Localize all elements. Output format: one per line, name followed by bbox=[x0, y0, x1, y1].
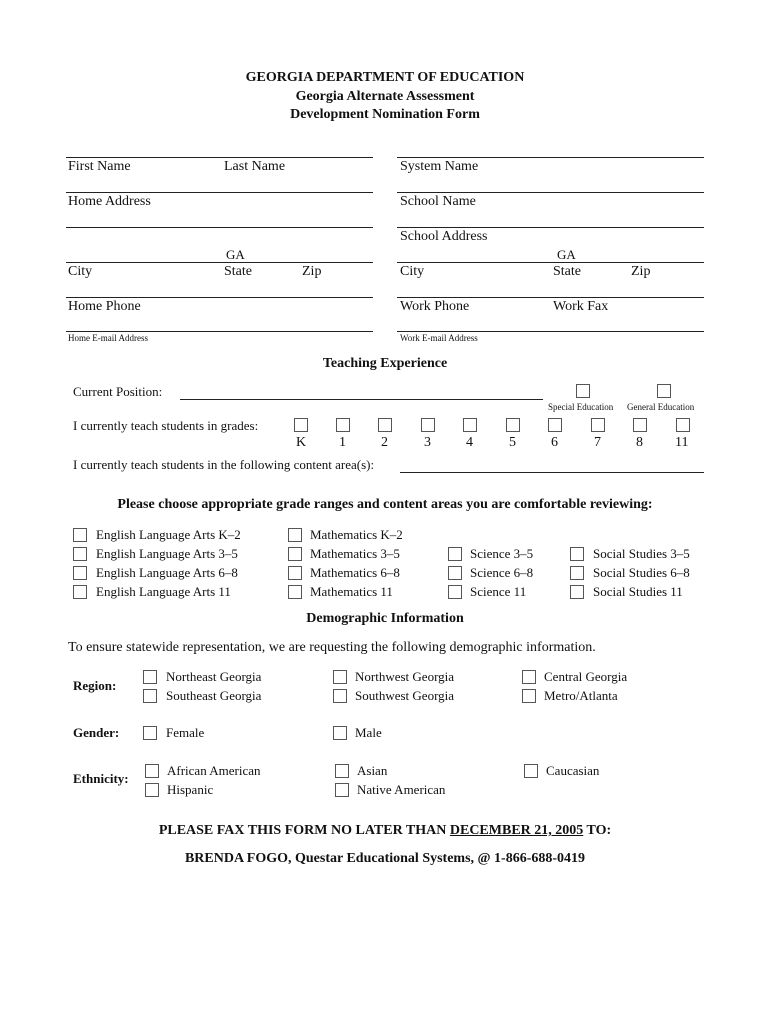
ela-6-8-label: English Language Arts 6–8 bbox=[96, 565, 238, 580]
name-top-line bbox=[66, 157, 373, 158]
gender-male-label: Male bbox=[355, 725, 382, 740]
first-name-label: First Name bbox=[68, 159, 131, 174]
social-6-8-checkbox[interactable] bbox=[570, 566, 584, 580]
fax-deadline-date: DECEMBER 21, 2005 bbox=[449, 823, 584, 838]
science-3-5-label: Science 3–5 bbox=[470, 546, 534, 561]
form-program-title: Georgia Alternate Assessment bbox=[295, 89, 475, 104]
work-phone-label: Work Phone bbox=[400, 299, 470, 314]
ethnicity-native-american-label: Native American bbox=[357, 782, 446, 797]
content-areas-label: I currently teach students in the following content area(s): bbox=[73, 457, 375, 472]
region-southwest-checkbox[interactable] bbox=[333, 689, 347, 703]
school-city-label: City bbox=[400, 264, 425, 279]
ela-3-5-checkbox[interactable] bbox=[73, 547, 87, 561]
school-address-label: School Address bbox=[400, 229, 488, 244]
science-3-5-checkbox[interactable] bbox=[448, 547, 462, 561]
school-name-label: School Name bbox=[400, 194, 476, 209]
math-6-8-checkbox[interactable] bbox=[288, 566, 302, 580]
grade-4-label: 4 bbox=[466, 435, 473, 450]
school-city-field-line[interactable] bbox=[397, 262, 704, 263]
ela-11-checkbox[interactable] bbox=[73, 585, 87, 599]
social-11-label: Social Studies 11 bbox=[593, 584, 683, 599]
work-phone-top-line[interactable] bbox=[397, 297, 704, 298]
home-phone-label: Home Phone bbox=[68, 299, 141, 314]
current-position-field-line[interactable] bbox=[180, 399, 543, 400]
grade-11-label: 11 bbox=[675, 435, 689, 450]
region-northwest-checkbox[interactable] bbox=[333, 670, 347, 684]
ethnicity-native-american-checkbox[interactable] bbox=[335, 783, 349, 797]
special-education-checkbox[interactable] bbox=[576, 384, 590, 398]
ela-3-5-label: English Language Arts 3–5 bbox=[96, 546, 238, 561]
fax-instruction bbox=[0, 823, 770, 839]
grade-k-label: K bbox=[296, 435, 307, 450]
home-address-label: Home Address bbox=[68, 194, 151, 209]
first-name-field-line[interactable] bbox=[66, 192, 373, 193]
grade-2-label: 2 bbox=[381, 435, 388, 450]
current-position-label: Current Position: bbox=[73, 384, 163, 399]
region-northeast-label: Northeast Georgia bbox=[166, 669, 262, 684]
work-fax-label: Work Fax bbox=[553, 299, 609, 314]
grades-taught-label: I currently teach students in grades: bbox=[73, 418, 259, 433]
home-state-label: State bbox=[224, 264, 252, 279]
grade-8-checkbox[interactable] bbox=[633, 418, 647, 432]
math-k2-label: Mathematics K–2 bbox=[310, 527, 403, 542]
system-top-line bbox=[397, 157, 704, 158]
grade-8-label: 8 bbox=[636, 435, 643, 450]
science-11-label: Science 11 bbox=[470, 584, 527, 599]
grade-4-checkbox[interactable] bbox=[463, 418, 477, 432]
home-phone-top-line[interactable] bbox=[66, 297, 373, 298]
home-state-prefill: GA bbox=[226, 247, 245, 262]
special-education-label: Special Education bbox=[548, 402, 614, 412]
region-northeast-checkbox[interactable] bbox=[143, 670, 157, 684]
form-agency-title: GEORGIA DEPARTMENT OF EDUCATION bbox=[245, 70, 525, 85]
system-name-label: System Name bbox=[400, 159, 479, 174]
region-southeast-label: Southeast Georgia bbox=[166, 688, 262, 703]
gender-female-label: Female bbox=[166, 725, 205, 740]
grade-2-checkbox[interactable] bbox=[378, 418, 392, 432]
reviewing-heading: Please choose appropriate grade ranges and content areas you are comfortable reviewing: bbox=[117, 497, 653, 512]
science-11-checkbox[interactable] bbox=[448, 585, 462, 599]
ethnicity-caucasian-label: Caucasian bbox=[546, 763, 600, 778]
gender-male-checkbox[interactable] bbox=[333, 726, 347, 740]
social-3-5-label: Social Studies 3–5 bbox=[593, 546, 690, 561]
ela-k2-label: English Language Arts K–2 bbox=[96, 527, 241, 542]
math-3-5-label: Mathematics 3–5 bbox=[310, 546, 400, 561]
region-metro-atlanta-label: Metro/Atlanta bbox=[544, 688, 618, 703]
content-areas-field-line[interactable] bbox=[400, 472, 704, 473]
grade-6-label: 6 bbox=[551, 435, 558, 450]
grade-6-checkbox[interactable] bbox=[548, 418, 562, 432]
school-state-prefill: GA bbox=[557, 247, 576, 262]
math-11-checkbox[interactable] bbox=[288, 585, 302, 599]
grade-11-checkbox[interactable] bbox=[676, 418, 690, 432]
ethnicity-asian-label: Asian bbox=[357, 763, 388, 778]
fax-instruction-suffix: TO: bbox=[583, 823, 612, 838]
home-email-label: Home E-mail Address bbox=[68, 333, 148, 343]
school-zip-label: Zip bbox=[631, 264, 651, 279]
grade-k-checkbox[interactable] bbox=[294, 418, 308, 432]
social-11-checkbox[interactable] bbox=[570, 585, 584, 599]
ela-11-label: English Language Arts 11 bbox=[96, 584, 231, 599]
general-education-label: General Education bbox=[627, 402, 695, 412]
grade-3-checkbox[interactable] bbox=[421, 418, 435, 432]
system-name-field-line[interactable] bbox=[397, 192, 704, 193]
home-zip-label: Zip bbox=[302, 264, 322, 279]
math-11-label: Mathematics 11 bbox=[310, 584, 393, 599]
school-name-field-line[interactable] bbox=[397, 227, 704, 228]
last-name-label: Last Name bbox=[224, 159, 286, 174]
demographic-heading: Demographic Information bbox=[306, 611, 464, 626]
ethnicity-asian-checkbox[interactable] bbox=[335, 764, 349, 778]
grade-5-checkbox[interactable] bbox=[506, 418, 520, 432]
region-central-checkbox[interactable] bbox=[522, 670, 536, 684]
region-southeast-checkbox[interactable] bbox=[143, 689, 157, 703]
math-6-8-label: Mathematics 6–8 bbox=[310, 565, 400, 580]
home-city-field-line[interactable] bbox=[66, 262, 373, 263]
region-metro-atlanta-checkbox[interactable] bbox=[522, 689, 536, 703]
ethnicity-caucasian-checkbox[interactable] bbox=[524, 764, 538, 778]
form-title: Development Nomination Form bbox=[290, 107, 480, 122]
teaching-experience-heading: Teaching Experience bbox=[322, 356, 448, 371]
math-3-5-checkbox[interactable] bbox=[288, 547, 302, 561]
grade-7-label: 7 bbox=[594, 435, 601, 450]
fax-contact: BRENDA FOGO, Questar Educational Systems, @ 1-866-688-0419 bbox=[184, 851, 586, 866]
ethnicity-african-american-label: African American bbox=[167, 763, 261, 778]
ela-k2-checkbox[interactable] bbox=[73, 528, 87, 542]
social-3-5-checkbox[interactable] bbox=[570, 547, 584, 561]
home-address-field-line[interactable] bbox=[66, 227, 373, 228]
grade-3-label: 3 bbox=[424, 435, 431, 450]
ethnicity-hispanic-label: Hispanic bbox=[167, 782, 214, 797]
science-6-8-label: Science 6–8 bbox=[470, 565, 534, 580]
region-label: Region: bbox=[73, 678, 117, 693]
grade-7-checkbox[interactable] bbox=[591, 418, 605, 432]
ethnicity-hispanic-checkbox[interactable] bbox=[145, 783, 159, 797]
school-state-label: State bbox=[553, 264, 581, 279]
work-email-label: Work E-mail Address bbox=[400, 333, 478, 343]
gender-label: Gender: bbox=[73, 725, 120, 740]
home-city-label: City bbox=[68, 264, 93, 279]
social-6-8-label: Social Studies 6–8 bbox=[593, 565, 690, 580]
math-k2-checkbox[interactable] bbox=[288, 528, 302, 542]
region-central-label: Central Georgia bbox=[544, 669, 628, 684]
grade-1-label: 1 bbox=[339, 435, 346, 450]
home-phone-field-line[interactable] bbox=[66, 331, 373, 332]
ethnicity-label: Ethnicity: bbox=[73, 771, 129, 786]
science-6-8-checkbox[interactable] bbox=[448, 566, 462, 580]
general-education-checkbox[interactable] bbox=[657, 384, 671, 398]
work-phone-field-line[interactable] bbox=[397, 331, 704, 332]
region-southwest-label: Southwest Georgia bbox=[355, 688, 455, 703]
gender-female-checkbox[interactable] bbox=[143, 726, 157, 740]
ela-6-8-checkbox[interactable] bbox=[73, 566, 87, 580]
region-northwest-label: Northwest Georgia bbox=[355, 669, 455, 684]
grade-1-checkbox[interactable] bbox=[336, 418, 350, 432]
fax-instruction-prefix: PLEASE FAX THIS FORM NO LATER THAN bbox=[158, 823, 450, 838]
demographic-intro: To ensure statewide representation, we are requesting the following demographic information. bbox=[68, 640, 596, 655]
ethnicity-african-american-checkbox[interactable] bbox=[145, 764, 159, 778]
grade-5-label: 5 bbox=[509, 435, 516, 450]
